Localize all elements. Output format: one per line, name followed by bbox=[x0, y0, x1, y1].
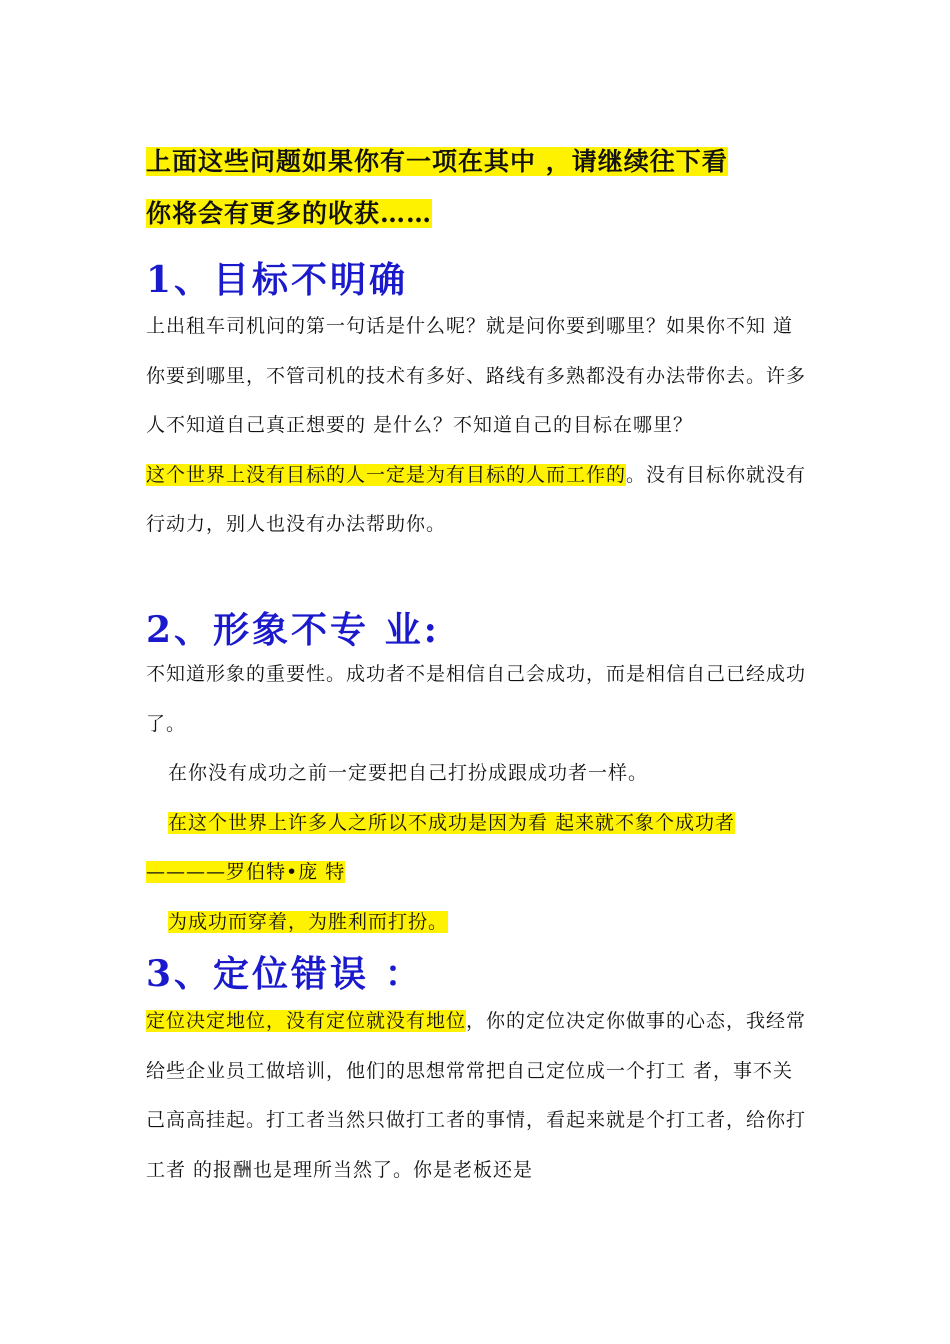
section2-heading: 2、形象不专 业: bbox=[146, 609, 440, 651]
section2-paragraph-3: 为成功而穿着，为胜利而打扮。 bbox=[168, 910, 449, 933]
section2-quote: 在这个世界上许多人之所以不成功是因为看 起来就不象个成功者 bbox=[168, 811, 736, 834]
intro-line-1: 上面这些问题如果你有一项在其中 ，请继续往下看 bbox=[146, 147, 728, 176]
section3-highlight: 定位决定地位，没有定位就没有地位 bbox=[146, 1010, 467, 1032]
section3-paragraph-1: 定位决定地位，没有定位就没有地位，你的定位决定你做事的心态，我经常给些企业员工做培训，他们的思想常常把自己定位成一个打工 者，事不关己高高挂起。打工者当然只做打工者的事情，看起来就是个打工者，给你打工者 的报酬也是理所当然了。你是老板还是 bbox=[146, 1010, 807, 1181]
intro-block bbox=[146, 136, 826, 240]
section3-text bbox=[146, 997, 810, 1195]
intro-line-2: 你将会有更多的收获…… bbox=[146, 199, 433, 228]
section1-text bbox=[146, 302, 810, 550]
section1-paragraph-1: 上出租车司机问的第一句话是什么呢？就是问你要到哪里？如果你不知 道你要到哪里，不管司机的技术有多好、路线有多熟都没有办法带你去。许多人不知道自己真正想要的 是什么？不知道自己的目标在哪里？ bbox=[146, 315, 807, 436]
section2-text bbox=[146, 650, 810, 947]
section1-heading: 1、目标不明确 bbox=[146, 259, 409, 301]
section2-quote-author: ————罗伯特•庞 特 bbox=[146, 861, 346, 883]
section2-paragraph-2: 在你没有成功之前一定要把自己打扮成跟成功者一样。 bbox=[168, 762, 649, 784]
section2-paragraph-1: 不知道形象的重要性。成功者不是相信自己会成功，而是相信自己已经成功了。 bbox=[146, 663, 807, 735]
section3-heading: 3、定位错误 ： bbox=[146, 953, 424, 995]
section1-paragraph-2: 这个世界上没有目标的人一定是为有目标的人而工作的。没有目标你就没有行动力，别人也没有办法帮助你。 bbox=[146, 463, 807, 535]
section1-highlight: 这个世界上没有目标的人一定是为有目标的人而工作的 bbox=[146, 463, 627, 486]
